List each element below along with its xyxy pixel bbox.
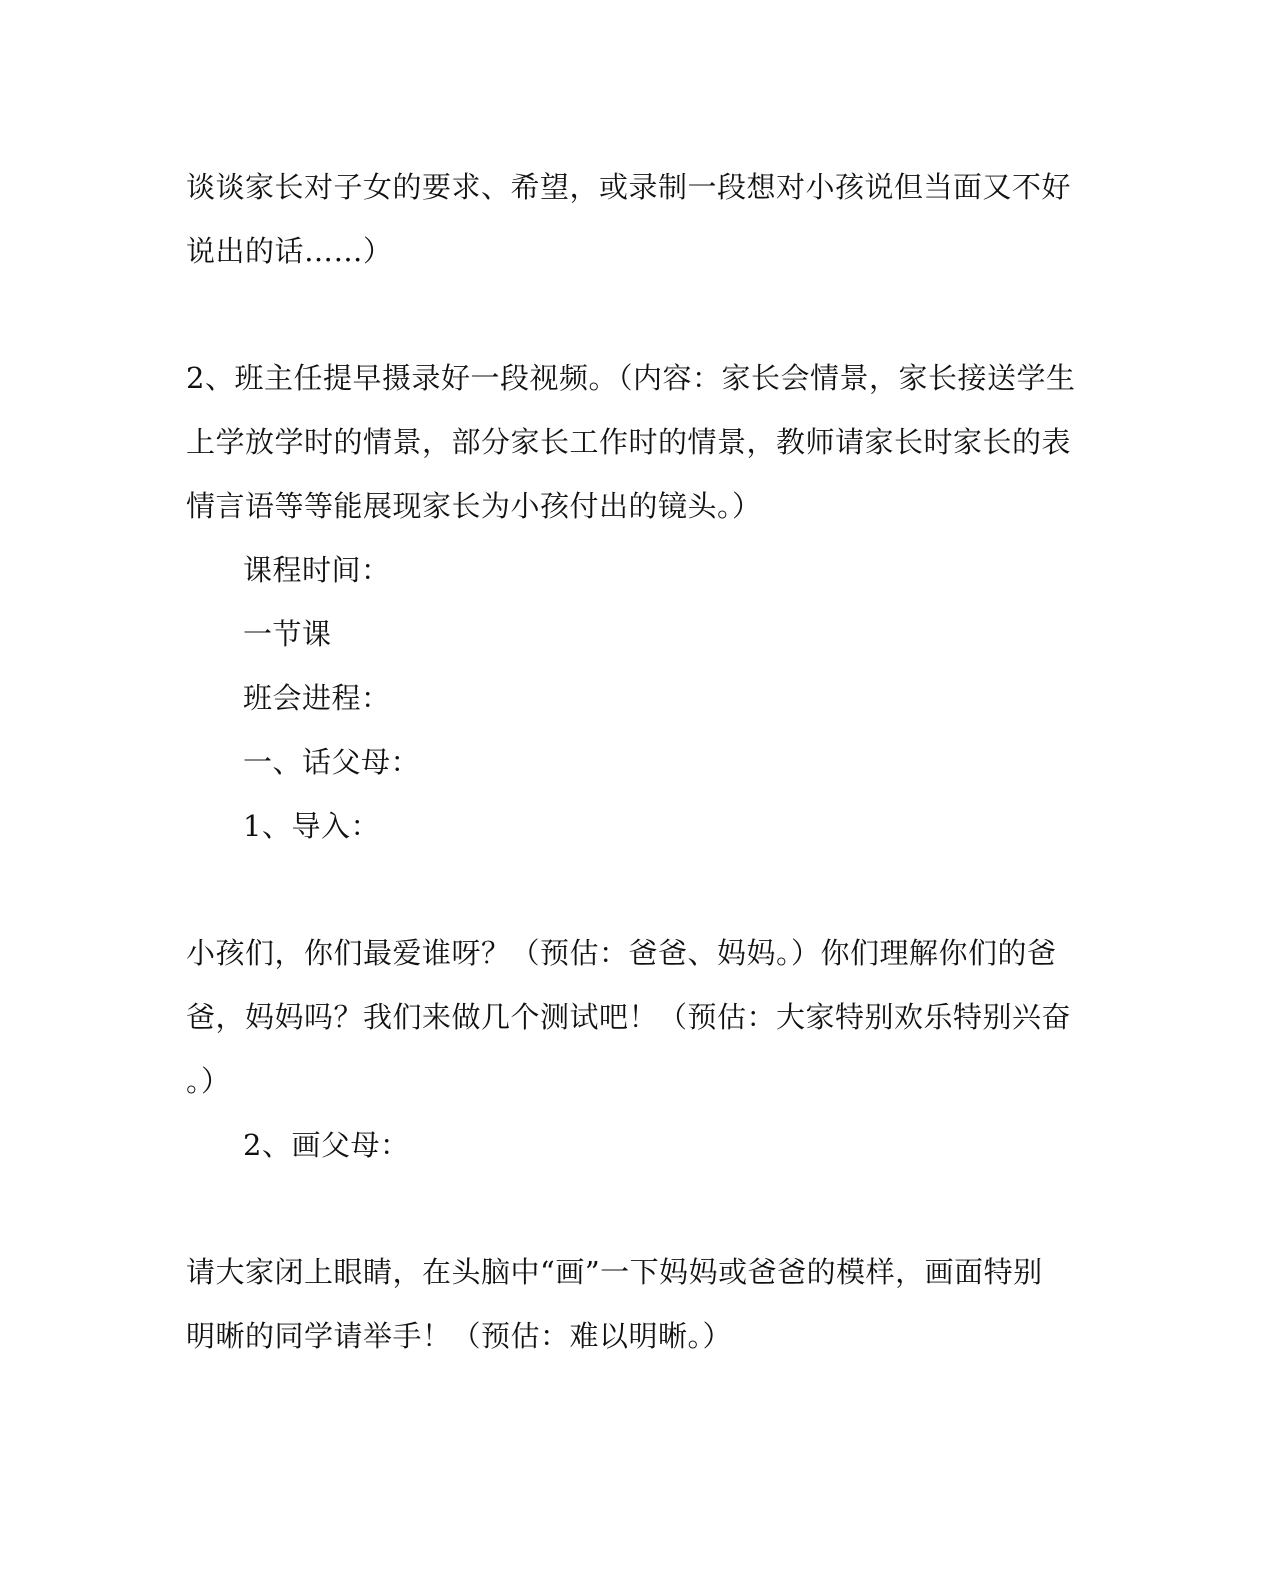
text-line: 2、班主任提早摄录好一段视频。（内容：家长会情景，家长接送学生 bbox=[186, 361, 1076, 395]
text-line: 爸，妈妈吗？我们来做几个测试吧！（预估：大家特别欢乐特别兴奋 bbox=[186, 1000, 1072, 1034]
text-line: 说出的话……） bbox=[186, 234, 393, 268]
section-heading: 一、话父母： bbox=[243, 745, 421, 779]
text-line: 请大家闭上眼睛，在头脑中“画”一下妈妈或爸爸的模样，画面特别 bbox=[186, 1255, 1043, 1289]
text-line: 情言语等等能展现家长为小孩付出的镜头。） bbox=[186, 489, 762, 523]
text-line: 谈谈家长对子女的要求、希望，或录制一段想对小孩说但当面又不好 bbox=[186, 170, 1072, 204]
text-line: 。） bbox=[186, 1064, 231, 1098]
section-heading: 班会进程： bbox=[243, 681, 391, 715]
section-heading: 1、导入： bbox=[243, 809, 380, 843]
text-line: 上学放学时的情景，部分家长工作时的情景，教师请家长时家长的表 bbox=[186, 425, 1072, 459]
text-line: 小孩们，你们最爱谁呀？（预估：爸爸、妈妈。）你们理解你们的爸 bbox=[186, 936, 1057, 970]
section-heading: 课程时间： bbox=[243, 553, 391, 587]
text-line: 明晰的同学请举手！（预估：难以明晰。） bbox=[186, 1319, 733, 1353]
text-line: 一节课 bbox=[243, 617, 332, 651]
section-heading: 2、画父母： bbox=[243, 1128, 410, 1162]
